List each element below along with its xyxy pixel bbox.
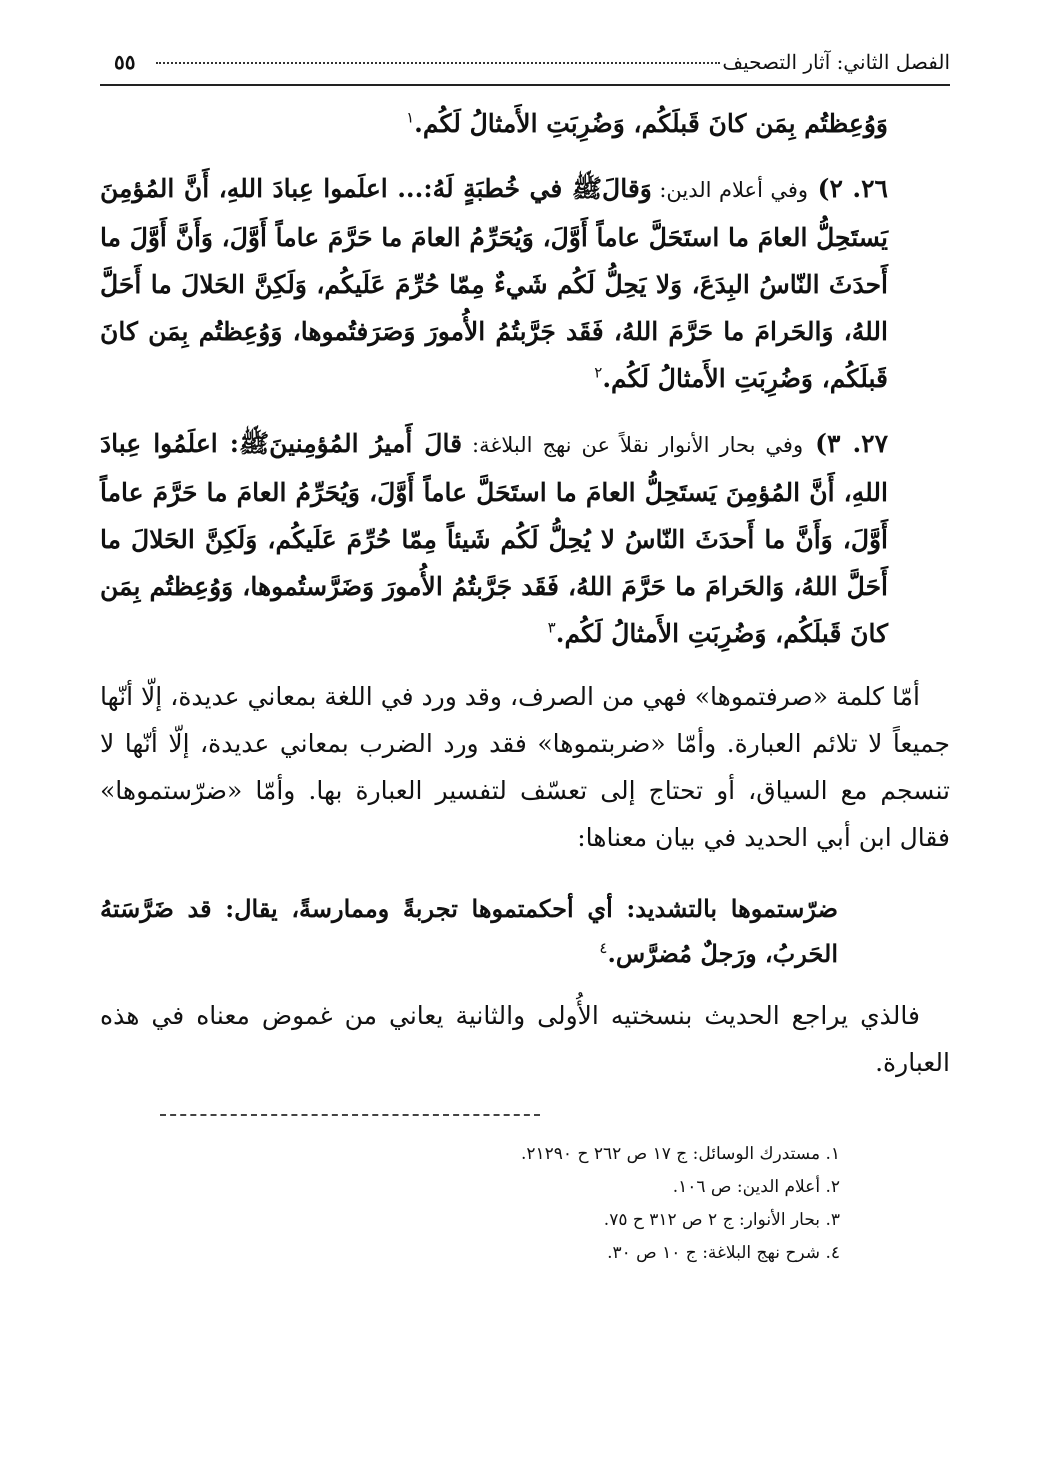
item-source: وفي أعلام الدين: <box>651 178 809 202</box>
item-intro: وَقالَ‏ﷺ في خُطبَةٍ لَهُ: <box>423 174 652 203</box>
definition-text: ضرّستموها بالتشديد: أي أحكمتموها تجربةً وممارسةً، يقال: قد ضَرَّسَتهُ الحَربُ، ورَجلٌ مُضرَّس. <box>100 894 838 968</box>
footnote: ٢. أعلام الدين: ص ١٠٦. <box>672 1177 840 1197</box>
quote-continuation <box>100 100 888 147</box>
footnote-ref-4: ٤ <box>599 939 608 957</box>
item-body: اعلَمُوا عِبادَ اللهِ، أَنَّ المُؤمِنَ يَستَحِلُّ العامَ ما استَحَلَّ عاماً أَوَّلَ، وَيُحَرِّمُ العامَ ما حَرَّمَ عاماً أَوَّلَ، وَأَنَّ ما أَحدَثَ النّاسُ لا يُحِلُّ لَكُم شَيئاً مِمّا حُرِّمَ عَلَيكُم، وَلَكِنَّ الحَلالَ ما أَحَلَّ اللهُ، وَالحَرامَ ما حَرَّمَ اللهُ، فَقَد جَرَّبتُمُ الأُمورَ وَضَرَّستُموها، وَوُعِظتُم بِمَن كانَ قَبلَكُم، وَضُرِبَتِ الأَمثالُ لَكُم. <box>100 429 888 648</box>
page-number: ٥٥ <box>114 50 136 74</box>
footnotes <box>100 1138 840 1270</box>
footnote-divider <box>160 1114 540 1116</box>
item-source: وفي بحار الأنوار نقلاً عن نهج البلاغة: <box>462 433 804 457</box>
running-header <box>100 40 950 86</box>
hadith-item-27 <box>100 420 888 657</box>
footnote: ٣. بحار الأنوار: ج ٢ ص ٣١٢ ح ٧٥. <box>603 1210 840 1230</box>
item-body: ... اعلَموا عِبادَ اللهِ، أَنَّ المُؤمِنَ يَستَحِلُّ العامَ ما استَحَلَّ عاماً أَوَّلَ، وَيُحَرِّمُ العامَ ما حَرَّمَ عاماً أَوَّلَ، وَأَنَّ أَوَّلَ ما أَحدَثَ النّاسُ البِدَعَ، وَلا يَحِلُّ لَكُم شَيءٌ مِمّا حُرِّمَ عَلَيكُم، وَلَكِنَّ الحَلالَ ما أَحَلَّ اللهُ، وَالحَرامَ ما حَرَّمَ اللهُ، فَقَد جَرَّبتُمُ الأُمورَ وَصَرَفتُموها، وَوُعِظتُم بِمَن كانَ قَبلَكُم، وَضُرِبَتِ الأَمثالُ لَكُم. <box>99 174 888 393</box>
footnote-ref-1: ١ <box>406 108 415 127</box>
footnote: ٤. شرح نهج البلاغة: ج ١٠ ص ٣٠. <box>607 1243 840 1263</box>
body-paragraph: أمّا كلمة «صرفتموها» فهي من الصرف، وقد ورد في اللغة بمعاني عديدة، إلّا أنّها جميعاً لا تلائم العبارة. وأمّا «ضربتموها» فقد ورد الضرب بمعاني عديدة، إلّا أنّها لا تنسجم مع السياق، أو تحتاج إلى تعسّف لتفسير العبارة بها. وأمّا «ضرّستموها» فقال ابن أبي الحديد في بيان معناها: <box>100 682 950 852</box>
footnote-ref-3: ٣ <box>547 618 556 637</box>
book-page <box>100 40 950 1440</box>
hadith-item-26 <box>100 165 888 402</box>
item-number: ٢٦. ٢) <box>817 174 888 203</box>
body-paragraph: فالذي يراجع الحديث بنسختيه الأُولى والثانية يعاني من غموض معناه في هذه العبارة. <box>100 1001 950 1077</box>
quote-continuation-text: وَوُعِظتُم بِمَن كانَ قَبلَكُم، وَضُرِبَتِ الأَمثالُ لَكُم. <box>414 109 888 138</box>
footnote: ١. مستدرك الوسائل: ج ١٧ ص ٢٦٢ ح ٢١٢٩٠. <box>520 1144 840 1164</box>
chapter-title: الفصل الثاني: آثار التصحيف <box>722 50 950 74</box>
definition-quote <box>100 886 838 976</box>
item-intro: قالَ أَميرُ المُؤمِنينَ‏ﷺ: <box>229 429 463 458</box>
footnote-ref-2: ٢ <box>594 363 603 382</box>
item-number: ٢٧. ٣) <box>815 429 889 458</box>
header-leader-dots <box>156 62 720 64</box>
